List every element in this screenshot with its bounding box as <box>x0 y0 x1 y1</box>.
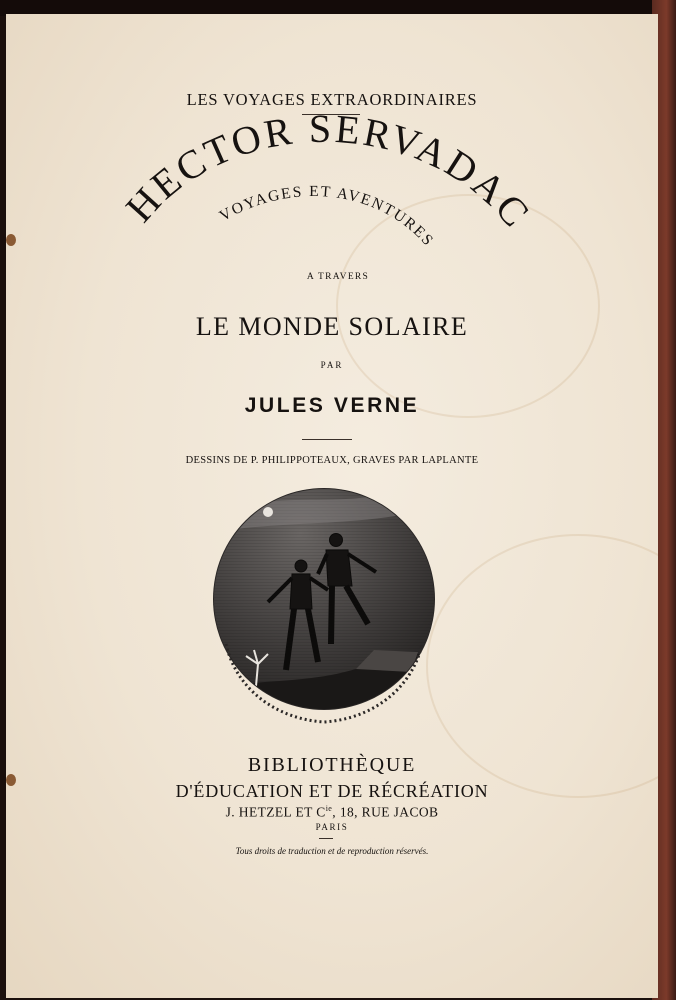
moon-icon <box>263 507 273 517</box>
a-travers: A TRAVERS <box>306 272 370 282</box>
author-name: JULES VERNE <box>244 394 420 417</box>
par-label: PAR <box>320 360 344 370</box>
subtitle-text: VOYAGES ET AVENTURES <box>216 183 438 251</box>
publisher-line2: D'ÉDUCATION ET DE RÉCRÉATION <box>175 781 489 801</box>
publisher-street: , 18, RUE JACOB <box>332 804 439 820</box>
publisher-address <box>6 804 658 821</box>
world-title: LE MONDE SOLAIRE <box>195 312 469 341</box>
series-title: LES VOYAGES EXTRAORDINAIRES <box>186 90 478 109</box>
illustrators-credit: DESSINS DE P. PHILIPPOTEAUX, GRAVES PAR LAPLANTE <box>185 455 479 466</box>
publisher-superscript: ie <box>325 804 333 813</box>
main-title <box>117 106 540 237</box>
publisher-line1: BIBLIOTHÈQUE <box>247 754 417 776</box>
rights-notice: Tous droits de traduction et de reproduction réservés. <box>235 846 429 856</box>
main-title-text: HECTOR SERVADAC <box>116 105 541 238</box>
divider-rule <box>319 838 333 839</box>
engraving-vignette <box>206 474 442 744</box>
divider-rule <box>302 439 352 440</box>
title-page <box>6 14 658 998</box>
subtitle <box>217 183 438 250</box>
publisher-name: J. HETZEL ET C <box>225 804 326 820</box>
publisher-city: PARIS <box>315 822 349 832</box>
arched-title <box>6 14 658 334</box>
